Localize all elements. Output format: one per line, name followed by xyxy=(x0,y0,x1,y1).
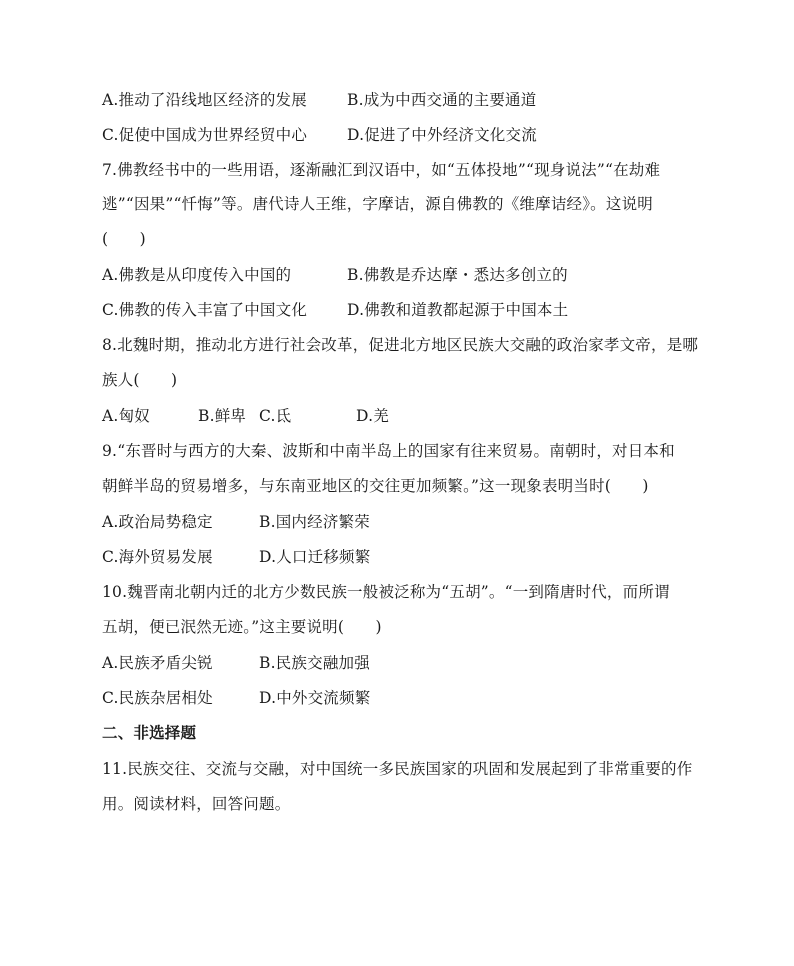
q9-option-b: B.国内经济繁荣 xyxy=(259,513,370,531)
q7-option-a: A.佛教是从印度传入中国的 xyxy=(102,266,292,284)
q9-stem-line2: 朝鲜半岛的贸易增多，与东南亚地区的交往更加频繁。”这一现象表明当时( ) xyxy=(102,477,649,495)
q9-option-a: A.政治局势稳定 xyxy=(102,513,213,531)
q8-stem-line1: 8.北魏时期，推动北方进行社会改革，促进北方地区民族大交融的政治家孝文帝，是哪 xyxy=(102,336,699,354)
q9-option-d: D.人口迁移频繁 xyxy=(259,548,371,566)
q7-answer-blank: ( ) xyxy=(102,230,146,248)
q7-option-c: C.佛教的传入丰富了中国文化 xyxy=(102,301,308,319)
q11-stem-line1: 11.民族交往、交流与交融，对中国统一多民族国家的巩固和发展起到了非常重要的作 xyxy=(102,760,693,778)
q8-option-b: B.鲜卑 xyxy=(198,407,247,425)
q10-option-c: C.民族杂居相处 xyxy=(102,689,213,707)
q9-option-c: C.海外贸易发展 xyxy=(102,548,213,566)
q10-option-a: A.民族矛盾尖锐 xyxy=(102,654,213,672)
q8-option-c: C.氐 xyxy=(259,407,292,425)
q7-option-d: D.佛教和道教都起源于中国本土 xyxy=(347,301,569,319)
q10-stem-line1: 10.魏晋南北朝内迁的北方少数民族一般被泛称为“五胡”。“一到隋唐时代，而所谓 xyxy=(102,583,670,601)
q10-option-b: B.民族交融加强 xyxy=(259,654,370,672)
q8-option-a: A.匈奴 xyxy=(102,407,150,425)
q9-stem-line1: 9.“东晋时与西方的大秦、波斯和中南半岛上的国家有往来贸易。南朝时，对日本和 xyxy=(102,442,675,460)
q11-stem-line2: 用。阅读材料，回答问题。 xyxy=(102,795,291,813)
q10-stem-line2: 五胡，便已泯然无迹。”这主要说明( ) xyxy=(102,618,382,636)
section-heading-non-choice: 二、非选择题 xyxy=(102,723,197,742)
q6-option-d: D.促进了中外经济文化交流 xyxy=(347,126,537,144)
q6-option-b: B.成为中西交通的主要通道 xyxy=(347,91,537,109)
q7-stem-line1: 7.佛教经书中的一些用语，逐渐融汇到汉语中，如“五体投地”“现身说法”“在劫难 xyxy=(102,161,661,179)
q6-option-a: A.推动了沿线地区经济的发展 xyxy=(102,91,307,109)
q10-option-d: D.中外交流频繁 xyxy=(259,689,371,707)
q8-option-d: D.羌 xyxy=(356,407,389,425)
q8-stem-line2: 族人( ) xyxy=(102,371,178,389)
q7-option-b: B.佛教是乔达摩・悉达多创立的 xyxy=(347,266,568,284)
q6-option-c: C.促使中国成为世界经贸中心 xyxy=(102,126,308,144)
q7-stem-line2: 逃”“因果”“忏悔”等。唐代诗人王维，字摩诘，源自佛教的《维摩诘经》。这说明 xyxy=(102,195,653,213)
